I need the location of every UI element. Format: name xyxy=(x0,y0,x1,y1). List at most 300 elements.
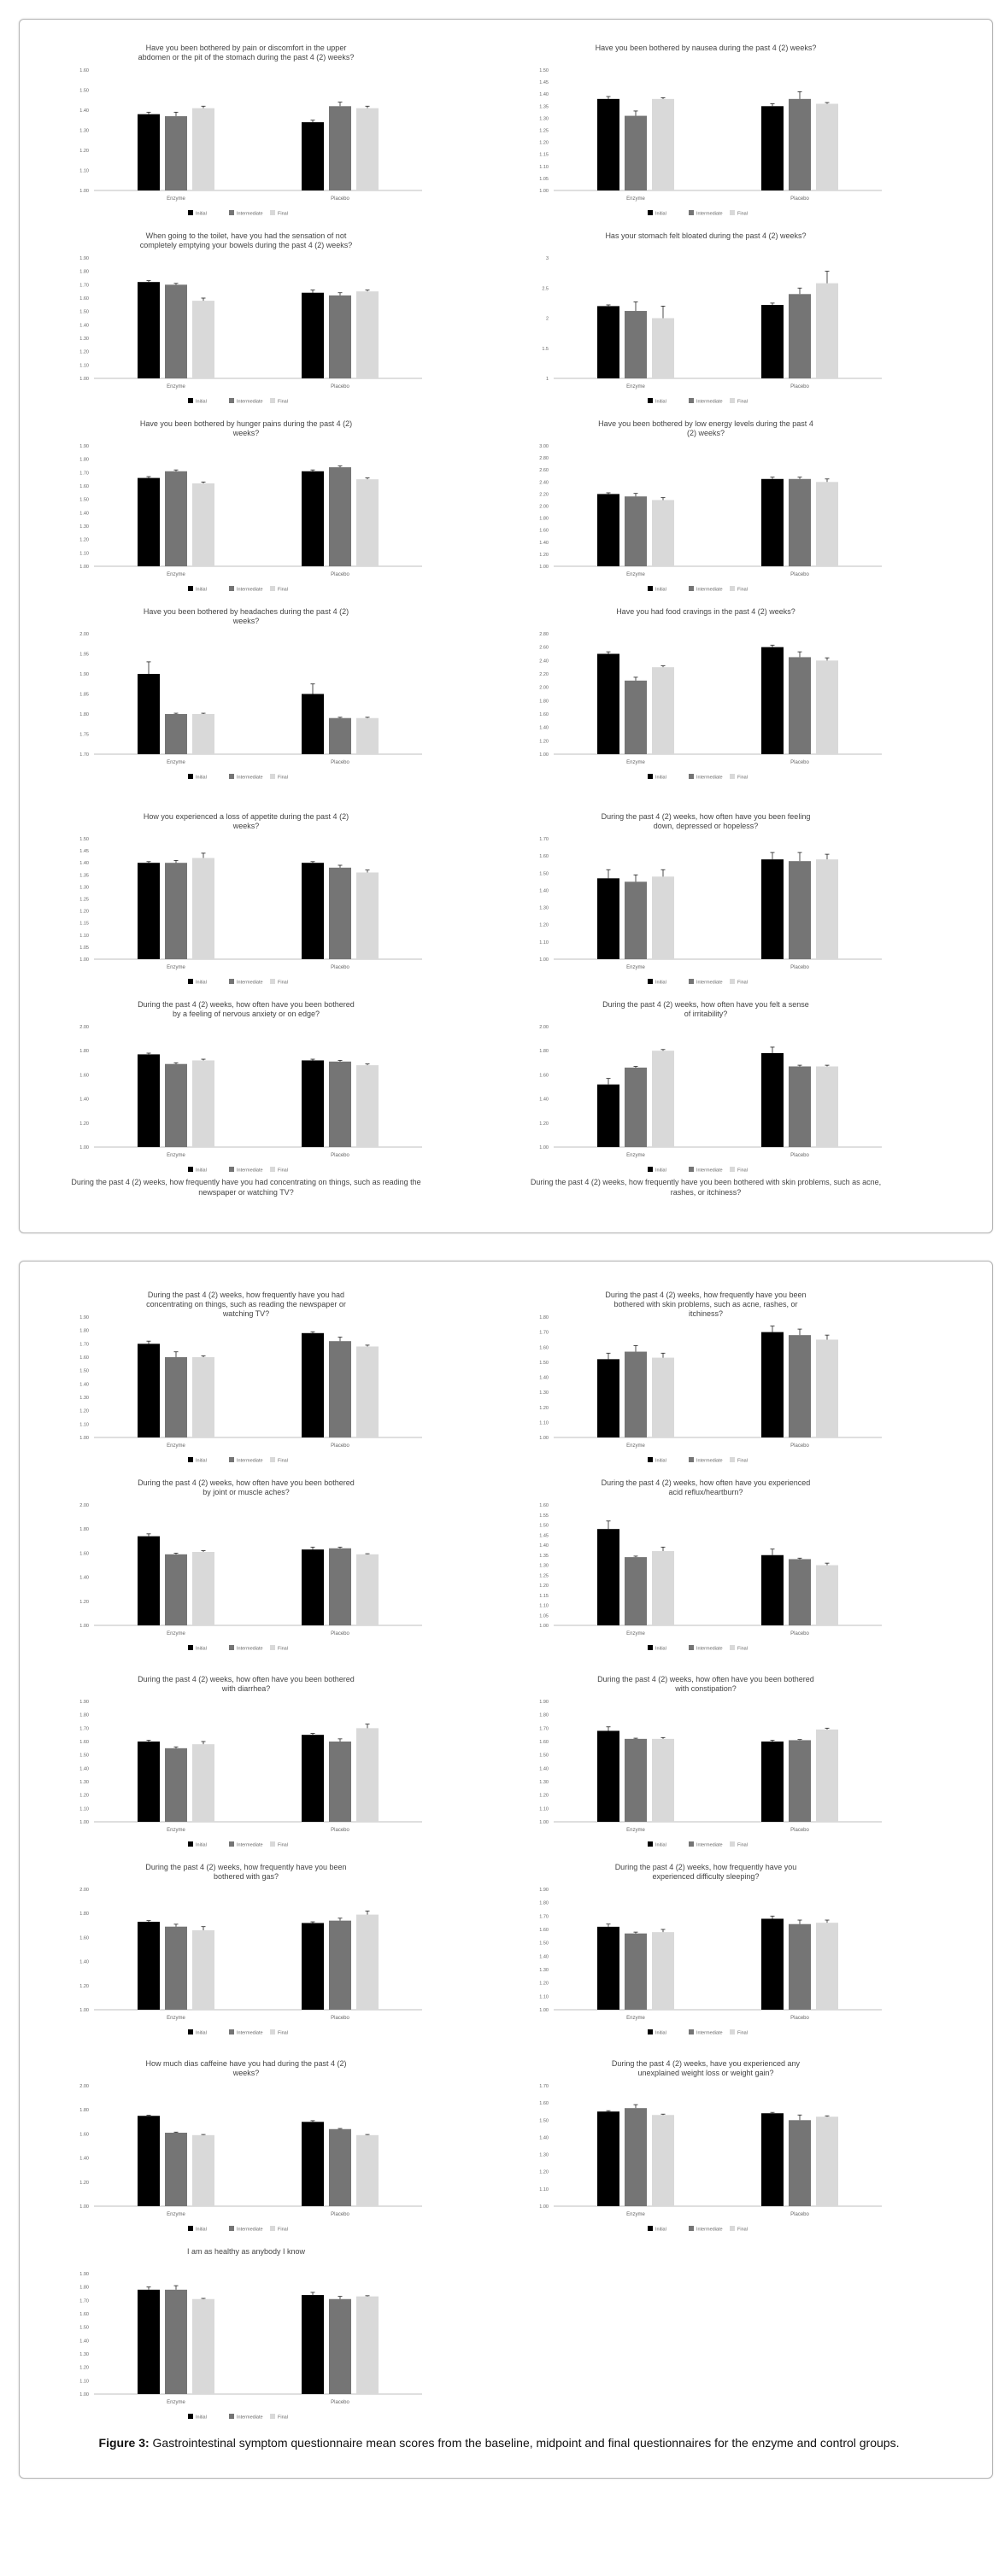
y-tick-label: 1.00 xyxy=(539,752,549,758)
legend-label-intermediate: Intermediate xyxy=(237,775,263,781)
chart-svg xyxy=(58,229,434,413)
legend-label-initial: Initial xyxy=(655,1458,666,1464)
y-tick-label: 1.25 xyxy=(539,128,549,134)
legend-label-final: Final xyxy=(737,2227,748,2233)
legend-label-intermediate: Intermediate xyxy=(237,399,263,405)
chart-svg xyxy=(58,810,434,993)
bar-intermediate-enzyme xyxy=(625,1068,647,1147)
bar-intermediate-placebo xyxy=(789,1067,811,1147)
bar-final-placebo xyxy=(816,1923,838,2010)
y-tick-label: 1.35 xyxy=(539,104,549,110)
y-tick-label: 1.40 xyxy=(79,1959,89,1965)
legend-swatch-intermediate xyxy=(689,2029,694,2034)
y-tick-label: 1.70 xyxy=(79,2298,89,2304)
legend-label-initial: Initial xyxy=(655,399,666,405)
legend-label-intermediate: Intermediate xyxy=(237,1458,263,1464)
legend-swatch-intermediate xyxy=(689,2226,694,2231)
y-tick-label: 1.70 xyxy=(539,1914,549,1920)
legend-label-intermediate: Intermediate xyxy=(696,1168,723,1174)
chart-title: During the past 4 (2) weeks, how frequently have you experienced difficulty sleeping? xyxy=(614,1863,797,1881)
x-category-label: Enzyme xyxy=(626,196,645,202)
y-tick-label: 1.10 xyxy=(79,933,89,939)
chart-title: During the past 4 (2) weeks, how often have you been feeling down, depressed or hopeless? xyxy=(601,812,811,830)
y-tick-label: 1.80 xyxy=(79,457,89,463)
legend-label-initial: Initial xyxy=(655,587,666,593)
legend-label-initial: Initial xyxy=(196,1168,207,1174)
bar-final-placebo xyxy=(816,482,838,566)
chart-title: Have you been bothered by nausea during the past 4 (2) weeks? xyxy=(595,44,817,52)
y-tick-label: 1.80 xyxy=(79,1328,89,1334)
y-tick-label: 1.90 xyxy=(79,2272,89,2277)
chart-svg xyxy=(518,229,894,413)
y-tick-label: 1.00 xyxy=(79,2392,89,2397)
legend-label-intermediate: Intermediate xyxy=(696,399,723,405)
bar-final-enzyme xyxy=(192,1060,214,1147)
y-tick-label: 1.20 xyxy=(79,2365,89,2371)
bar-initial-placebo xyxy=(302,1333,324,1437)
y-tick-label: 1.40 xyxy=(539,92,549,98)
legend-swatch-intermediate xyxy=(689,979,694,984)
legend-label-intermediate: Intermediate xyxy=(237,2030,263,2036)
chart-svg xyxy=(518,1860,894,2044)
bar-intermediate-placebo xyxy=(789,1740,811,1822)
bar-final-enzyme xyxy=(192,1744,214,1822)
y-tick-label: 2.5 xyxy=(542,286,549,292)
legend-label-final: Final xyxy=(278,1458,288,1464)
y-tick-label: 1.40 xyxy=(539,1097,549,1103)
legend-label-intermediate: Intermediate xyxy=(237,211,263,217)
legend-label-final: Final xyxy=(278,1168,288,1174)
bar-initial-enzyme xyxy=(597,1730,619,1822)
bar-initial-enzyme xyxy=(597,1359,619,1437)
y-tick-label: 1.10 xyxy=(539,2187,549,2193)
bar-final-enzyme xyxy=(652,2115,674,2206)
legend-swatch-intermediate xyxy=(229,2414,234,2419)
legend-label-final: Final xyxy=(278,1646,288,1652)
chart-15 xyxy=(58,1476,434,1660)
bar-initial-placebo xyxy=(302,1060,324,1147)
legend-label-intermediate: Intermediate xyxy=(696,587,723,593)
y-tick-label: 1 xyxy=(545,377,549,382)
bar-initial-placebo xyxy=(302,293,324,378)
y-tick-label: 1.20 xyxy=(539,1121,549,1127)
legend-swatch-final xyxy=(270,2226,275,2231)
bar-intermediate-enzyme xyxy=(165,1554,187,1625)
x-category-label: Enzyme xyxy=(626,384,645,389)
y-tick-label: 1.60 xyxy=(79,1355,89,1361)
y-tick-label: 1.00 xyxy=(79,189,89,194)
y-tick-label: 1.10 xyxy=(539,940,549,946)
x-category-label: Enzyme xyxy=(626,1153,645,1158)
bar-final-enzyme xyxy=(192,1930,214,2010)
y-tick-label: 1.40 xyxy=(539,1375,549,1381)
legend-swatch-intermediate xyxy=(229,1167,234,1172)
bar-final-placebo xyxy=(356,1915,379,2010)
legend-label-intermediate: Intermediate xyxy=(237,1842,263,1848)
legend-swatch-final xyxy=(730,1457,735,1462)
chart-17 xyxy=(58,1672,434,1856)
x-category-label: Enzyme xyxy=(626,572,645,577)
bar-final-placebo xyxy=(356,1554,379,1625)
bar-final-placebo xyxy=(816,660,838,754)
y-tick-label: 1.15 xyxy=(539,152,549,158)
bar-intermediate-enzyme xyxy=(625,1557,647,1625)
bar-intermediate-placebo xyxy=(789,657,811,754)
chart-svg xyxy=(58,605,434,788)
x-category-label: Placebo xyxy=(790,2212,809,2217)
legend-label-initial: Initial xyxy=(655,2227,666,2233)
y-tick-label: 1.35 xyxy=(539,1553,549,1559)
legend-label-initial: Initial xyxy=(196,211,207,217)
bar-intermediate-placebo xyxy=(329,1549,351,1625)
legend-swatch-initial xyxy=(648,2029,653,2034)
x-category-label: Placebo xyxy=(790,965,809,970)
y-tick-label: 1.70 xyxy=(539,2084,549,2089)
bar-final-enzyme xyxy=(652,1358,674,1437)
y-tick-label: 1.90 xyxy=(79,256,89,261)
legend-label-initial: Initial xyxy=(196,2227,207,2233)
bar-final-enzyme xyxy=(192,301,214,378)
y-tick-label: 1.40 xyxy=(79,1766,89,1772)
bar-intermediate-placebo xyxy=(329,106,351,190)
legend-swatch-initial xyxy=(648,1167,653,1172)
chart-4 xyxy=(518,229,894,413)
legend-label-initial: Initial xyxy=(196,1842,207,1848)
bar-final-placebo xyxy=(816,284,838,378)
legend-swatch-final xyxy=(270,2029,275,2034)
chart-title: How you experienced a loss of appetite during the past 4 (2) weeks? xyxy=(143,812,349,830)
bar-final-placebo xyxy=(816,1339,838,1437)
chart-svg xyxy=(518,810,894,993)
chart-title: During the past 4 (2) weeks, how often have you been bothered by a feeling of nervous anxiety or on edge? xyxy=(138,1000,355,1018)
y-tick-label: 1.20 xyxy=(79,909,89,915)
chart-title: When going to the toilet, have you had the sensation of not completely emptying your bowels during the past 4 (2) weeks? xyxy=(139,231,353,249)
bar-final-placebo xyxy=(356,479,379,566)
bar-initial-placebo xyxy=(761,647,784,754)
bar-initial-placebo xyxy=(761,479,784,566)
chart-title: Have you had food cravings in the past 4 (2) weeks? xyxy=(616,607,795,616)
x-category-label: Enzyme xyxy=(167,1443,185,1449)
legend-label-intermediate: Intermediate xyxy=(237,980,263,986)
y-tick-label: 1.30 xyxy=(79,337,89,342)
legend-swatch-initial xyxy=(648,2226,653,2231)
y-tick-label: 1.20 xyxy=(539,1584,549,1589)
bar-initial-enzyme xyxy=(597,1529,619,1625)
y-tick-label: 1.90 xyxy=(79,444,89,449)
legend-swatch-initial xyxy=(188,2414,193,2419)
legend-swatch-final xyxy=(730,1167,735,1172)
y-tick-label: 1.00 xyxy=(79,1145,89,1150)
legend-swatch-initial xyxy=(188,1167,193,1172)
legend-swatch-final xyxy=(730,586,735,591)
chart-18 xyxy=(518,1672,894,1856)
chart-title: During the past 4 (2) weeks, how often have you been bothered with diarrhea? xyxy=(138,1675,355,1693)
legend-swatch-final xyxy=(730,1645,735,1650)
chart-19 xyxy=(58,1860,434,2044)
legend-swatch-intermediate xyxy=(229,774,234,779)
bar-intermediate-enzyme xyxy=(625,2108,647,2206)
chart-16 xyxy=(518,1476,894,1660)
bar-initial-placebo xyxy=(302,863,324,959)
y-tick-label: 1.20 xyxy=(539,922,549,928)
y-tick-label: 1.60 xyxy=(79,296,89,302)
chart-svg xyxy=(58,417,434,600)
chart-title: During the past 4 (2) weeks, how often have you been bothered by joint or muscle aches? xyxy=(138,1478,355,1496)
legend-label-initial: Initial xyxy=(196,1458,207,1464)
bar-final-placebo xyxy=(356,108,379,190)
continued-question-left: During the past 4 (2) weeks, how frequently have you had concentrating on things, such as reading the newspaper or watching TV? xyxy=(71,1178,421,1197)
bar-intermediate-enzyme xyxy=(165,863,187,959)
legend-label-intermediate: Intermediate xyxy=(237,1646,263,1652)
chart-svg xyxy=(58,41,434,225)
y-tick-label: 1.60 xyxy=(539,2101,549,2107)
x-category-label: Placebo xyxy=(331,384,349,389)
y-tick-label: 1.40 xyxy=(79,511,89,517)
y-tick-label: 1.80 xyxy=(539,1712,549,1718)
y-tick-label: 1.70 xyxy=(79,283,89,289)
bar-intermediate-enzyme xyxy=(625,1352,647,1437)
bar-final-placebo xyxy=(356,1065,379,1147)
y-tick-label: 1.50 xyxy=(539,1753,549,1759)
x-category-label: Placebo xyxy=(331,965,349,970)
bar-initial-placebo xyxy=(761,1918,784,2010)
chart-10 xyxy=(518,810,894,993)
y-tick-label: 1.50 xyxy=(79,1368,89,1374)
legend-swatch-initial xyxy=(188,1841,193,1847)
chart-title: Have you been bothered by hunger pains during the past 4 (2) weeks? xyxy=(139,419,353,437)
y-tick-label: 1.40 xyxy=(539,540,549,546)
bar-initial-placebo xyxy=(761,1053,784,1147)
chart-svg xyxy=(518,41,894,225)
legend-label-intermediate: Intermediate xyxy=(237,2227,263,2233)
y-tick-label: 1.60 xyxy=(539,712,549,717)
bar-initial-enzyme xyxy=(138,1537,160,1625)
y-tick-label: 1.95 xyxy=(79,652,89,658)
legend-label-initial: Initial xyxy=(655,211,666,217)
legend-swatch-final xyxy=(270,2414,275,2419)
y-tick-label: 1.70 xyxy=(539,1330,549,1336)
y-tick-label: 2.00 xyxy=(79,1888,89,1893)
chart-svg xyxy=(518,605,894,788)
legend-label-initial: Initial xyxy=(655,1842,666,1848)
y-tick-label: 1.00 xyxy=(79,1624,89,1629)
y-tick-label: 1.10 xyxy=(539,1603,549,1609)
y-tick-label: 1.50 xyxy=(539,1523,549,1529)
y-tick-label: 1.20 xyxy=(539,1405,549,1411)
y-tick-label: 1.30 xyxy=(539,116,549,122)
y-tick-label: 1.50 xyxy=(79,309,89,315)
y-tick-label: 2.20 xyxy=(539,492,549,498)
bar-final-enzyme xyxy=(652,99,674,190)
bar-final-enzyme xyxy=(192,2299,214,2394)
y-tick-label: 1.80 xyxy=(539,1315,549,1320)
y-tick-label: 1.50 xyxy=(539,68,549,73)
y-tick-label: 1.10 xyxy=(79,2379,89,2385)
chart-title: I am as healthy as anybody I know xyxy=(186,2247,306,2256)
y-tick-label: 1.30 xyxy=(539,1780,549,1785)
y-tick-label: 1.10 xyxy=(79,1422,89,1428)
y-tick-label: 1.05 xyxy=(539,176,549,182)
y-tick-label: 1.00 xyxy=(79,377,89,382)
bar-final-placebo xyxy=(356,718,379,754)
bar-initial-enzyme xyxy=(138,863,160,959)
bar-initial-enzyme xyxy=(597,494,619,566)
y-tick-label: 1.80 xyxy=(79,2108,89,2114)
x-category-label: Placebo xyxy=(331,2212,349,2217)
y-tick-label: 2.40 xyxy=(539,659,549,664)
y-tick-label: 1.50 xyxy=(79,837,89,842)
y-tick-label: 1.20 xyxy=(79,1983,89,1989)
legend-label-final: Final xyxy=(737,2030,748,2036)
legend-swatch-initial xyxy=(648,979,653,984)
bar-initial-enzyme xyxy=(138,674,160,754)
chart-9 xyxy=(58,810,434,993)
chart-title: During the past 4 (2) weeks, how often have you experienced acid reflux/heartburn? xyxy=(601,1478,811,1496)
legend-swatch-final xyxy=(730,1841,735,1847)
y-tick-label: 1.10 xyxy=(79,551,89,557)
x-category-label: Enzyme xyxy=(626,2016,645,2021)
legend-label-intermediate: Intermediate xyxy=(237,587,263,593)
bar-intermediate-placebo xyxy=(329,2299,351,2394)
y-tick-label: 1.20 xyxy=(539,1793,549,1799)
bar-initial-placebo xyxy=(302,1549,324,1625)
y-tick-label: 2.20 xyxy=(539,672,549,677)
chart-6 xyxy=(518,417,894,600)
y-tick-label: 1.00 xyxy=(79,2008,89,2013)
bar-intermediate-enzyme xyxy=(165,714,187,754)
legend-swatch-intermediate xyxy=(689,1167,694,1172)
y-tick-label: 1.05 xyxy=(79,945,89,951)
y-tick-label: 1.90 xyxy=(79,672,89,677)
bar-intermediate-placebo xyxy=(329,296,351,378)
y-tick-label: 1.30 xyxy=(539,1563,549,1569)
legend-swatch-initial xyxy=(188,2226,193,2231)
x-category-label: Enzyme xyxy=(167,384,185,389)
legend-label-intermediate: Intermediate xyxy=(237,1168,263,1174)
legend-label-initial: Initial xyxy=(655,2030,666,2036)
x-category-label: Placebo xyxy=(790,760,809,765)
legend-swatch-final xyxy=(730,2226,735,2231)
y-tick-label: 1.00 xyxy=(539,1820,549,1825)
legend-swatch-initial xyxy=(188,1645,193,1650)
y-tick-label: 1.20 xyxy=(79,537,89,543)
chart-svg xyxy=(58,2057,434,2240)
bar-initial-enzyme xyxy=(597,306,619,378)
bar-initial-enzyme xyxy=(597,654,619,755)
bar-intermediate-placebo xyxy=(329,2129,351,2206)
bar-intermediate-placebo xyxy=(789,99,811,190)
y-tick-label: 1.40 xyxy=(79,323,89,329)
chart-svg xyxy=(518,2057,894,2240)
bar-initial-enzyme xyxy=(138,1344,160,1437)
legend-swatch-initial xyxy=(648,1645,653,1650)
y-tick-label: 1.90 xyxy=(539,1888,549,1893)
y-tick-label: 1.10 xyxy=(539,1806,549,1812)
bar-intermediate-enzyme xyxy=(625,1739,647,1822)
legend-swatch-initial xyxy=(648,1841,653,1847)
legend-label-intermediate: Intermediate xyxy=(696,2030,723,2036)
bar-intermediate-placebo xyxy=(329,467,351,566)
bar-final-placebo xyxy=(356,2135,379,2206)
x-category-label: Enzyme xyxy=(167,965,185,970)
legend-label-final: Final xyxy=(278,399,288,405)
chart-23 xyxy=(58,2245,434,2428)
legend-swatch-initial xyxy=(188,210,193,215)
y-tick-label: 1.60 xyxy=(539,1503,549,1508)
y-tick-label: 1.00 xyxy=(539,189,549,194)
bar-initial-enzyme xyxy=(138,2116,160,2206)
legend-swatch-final xyxy=(730,979,735,984)
y-tick-label: 1.20 xyxy=(539,739,549,745)
y-tick-label: 1.40 xyxy=(539,1543,549,1549)
legend-swatch-intermediate xyxy=(229,398,234,403)
legend-swatch-final xyxy=(270,1841,275,1847)
chart-svg xyxy=(518,1476,894,1660)
x-category-label: Placebo xyxy=(331,760,349,765)
bar-intermediate-enzyme xyxy=(165,1357,187,1437)
y-tick-label: 1.00 xyxy=(79,565,89,570)
bar-initial-enzyme xyxy=(138,282,160,378)
y-tick-label: 1.60 xyxy=(539,1345,549,1351)
caption-label: Figure 3: xyxy=(98,2436,150,2450)
legend-swatch-final xyxy=(270,1457,275,1462)
legend-label-final: Final xyxy=(278,775,288,781)
y-tick-label: 1.10 xyxy=(79,168,89,174)
y-tick-label: 1.00 xyxy=(79,2204,89,2210)
y-tick-label: 2.00 xyxy=(79,1025,89,1030)
legend-swatch-intermediate xyxy=(689,1457,694,1462)
y-tick-label: 1.40 xyxy=(79,108,89,114)
y-tick-label: 1.90 xyxy=(539,1700,549,1705)
bar-intermediate-placebo xyxy=(329,1062,351,1147)
x-category-label: Enzyme xyxy=(167,1631,185,1636)
chart-svg xyxy=(58,998,434,1181)
bar-initial-placebo xyxy=(302,1923,324,2010)
chart-title: How much dias caffeine have you had during the past 4 (2) weeks? xyxy=(145,2059,347,2077)
y-tick-label: 1.40 xyxy=(79,2339,89,2345)
legend-label-initial: Initial xyxy=(196,2415,207,2421)
y-tick-label: 1.15 xyxy=(79,921,89,927)
legend-swatch-intermediate xyxy=(229,1841,234,1847)
y-tick-label: 1.20 xyxy=(539,552,549,558)
x-category-label: Placebo xyxy=(790,384,809,389)
y-tick-label: 1.50 xyxy=(79,2325,89,2331)
legend-swatch-final xyxy=(730,774,735,779)
bar-final-placebo xyxy=(816,2116,838,2206)
bar-intermediate-placebo xyxy=(329,868,351,959)
chart-2 xyxy=(518,41,894,225)
y-tick-label: 1.00 xyxy=(539,1145,549,1150)
legend-label-initial: Initial xyxy=(196,1646,207,1652)
chart-title: During the past 4 (2) weeks, how often have you felt a sense of irritability? xyxy=(602,1000,809,1018)
legend-swatch-intermediate xyxy=(229,979,234,984)
y-tick-label: 1.50 xyxy=(79,1753,89,1759)
y-tick-label: 1.90 xyxy=(79,1700,89,1705)
bar-intermediate-enzyme xyxy=(165,116,187,190)
bar-intermediate-enzyme xyxy=(625,116,647,190)
bar-initial-placebo xyxy=(302,471,324,566)
y-tick-label: 1.00 xyxy=(79,1820,89,1825)
y-tick-label: 1.20 xyxy=(79,1408,89,1414)
y-tick-label: 1.10 xyxy=(539,164,549,170)
bar-final-enzyme xyxy=(652,319,674,379)
legend-label-final: Final xyxy=(278,587,288,593)
legend-swatch-intermediate xyxy=(689,210,694,215)
y-tick-label: 1.10 xyxy=(79,1806,89,1812)
legend-swatch-initial xyxy=(188,2029,193,2034)
y-tick-label: 1.35 xyxy=(79,873,89,879)
chart-title: During the past 4 (2) weeks, how frequently have you had concentrating on things, such as reading the newspaper or watching TV? xyxy=(146,1291,346,1318)
